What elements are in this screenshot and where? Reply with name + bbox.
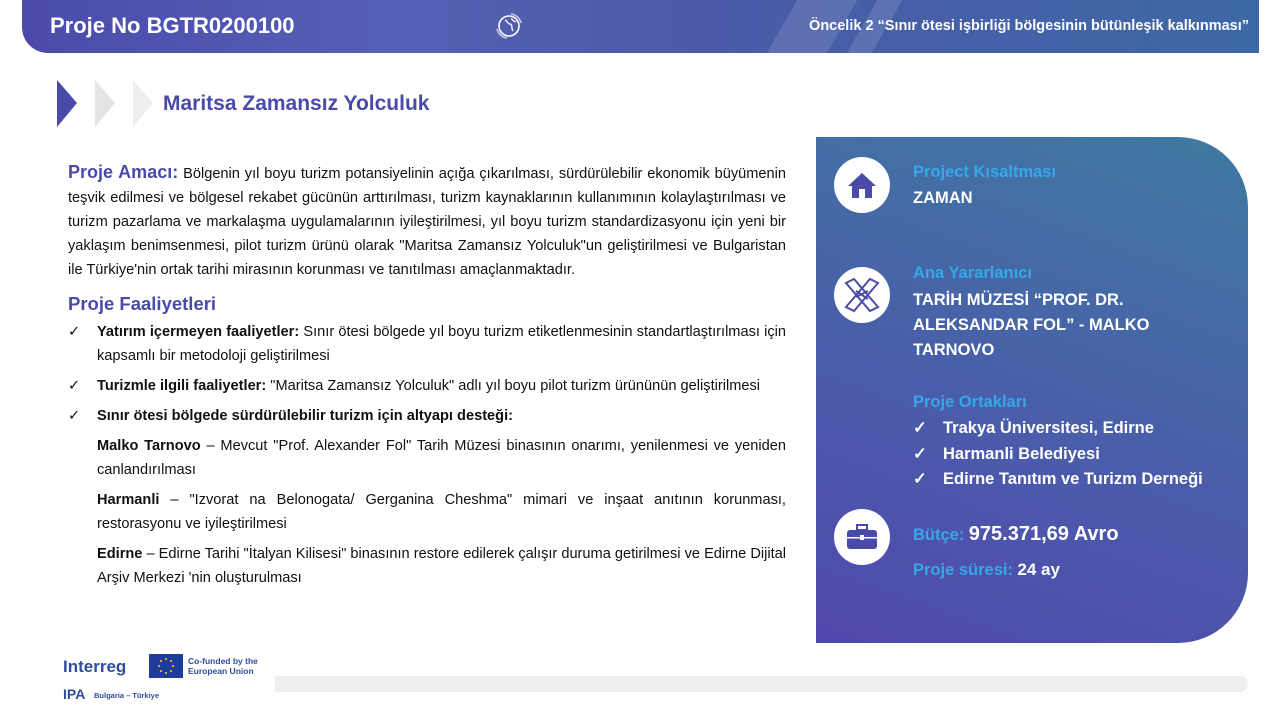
aim-text: Bölgenin yıl boyu turizm potansiyelinin açığa çıkarılması, sürdürülebilir ekonomik büyümenin teşvik edilmesi ve bölgesel rekabet gücünün arttırılması, turizm kaynaklarının kullanımının kolaylaştırılması ve turizm pazarlama ve markalaşma uygulamalarının iyileştirilmesi, yıl boyu turizm standardizasyonu için yeni bir yaklaşım benimsenmesi, pilot turizm ürünü olarak "Maritsa Zamansız Yolculuk"un geliştirilmesi ve Bulgaristan ile Türkiye'nin ortak tarihi mirasının korunması ve tanıtılması amaçlanmaktadır. [68,166,787,278]
duration-value: 24 ay [1017,560,1060,579]
budget [913,523,1119,546]
main-content [68,160,786,596]
sub-activity-text: – Mevcut "Prof. Alexander Fol" Tarih Müzesi binasının onarımı, yenilenmesi ve yeniden canlandırılması [97,438,786,478]
sub-activity [68,488,786,536]
info-panel [816,137,1248,643]
partner-item [913,416,1203,442]
partner-name: Trakya Üniversitesi, Edirne [943,419,1154,437]
duration [913,560,1060,580]
check-icon: ✓ [68,378,81,394]
aim-label: Proje Amacı: [68,162,179,182]
budget-label: Bütçe: [913,526,965,544]
chevron-icon [133,80,153,127]
partner-name: Harmanli Belediyesi [943,444,1100,463]
location: Edirne [97,546,143,562]
header-banner [22,0,1259,53]
partners-list [913,416,1203,493]
lead-beneficiary-value: TARİH MÜZESİ “PROF. DR. ALEKSANDAR FOL” - MALKO TARNOVO [913,291,1150,359]
partner-name: Edirne Tanıtım ve Turizm Derneği [943,470,1203,488]
duration-label: Proje süresi: [913,561,1013,579]
page-title: Maritsa Zamansız Yolculuk [163,92,430,115]
partnership-hands-icon [834,267,890,323]
sub-activity-text: – Edirne Tarihi "İtalyan Kilisesi" binasının restore edilerek çalışır duruma getirilmesi ve Edirne Dijital Arşiv Merkezi 'nin oluşturulması [97,546,786,586]
activities-heading: Proje Faaliyetleri [68,293,217,314]
briefcase-icon [834,509,890,565]
chevron-icon [57,80,77,127]
activity-text: Sınır ötesi bölgede yıl boyu turizm etiketlenmesinin standartlaştırılması için kapsamlı bir metodoloji geliştirilmesi [97,324,786,364]
partners-label: Proje Ortakları [913,393,1027,411]
eu-flag-icon [149,654,183,678]
sub-activity [68,542,786,590]
interreg-logo: Interreg [63,657,127,676]
check-icon: ✓ [68,324,81,340]
location: Malko Tarnovo [97,438,201,454]
partner-item [913,467,1203,493]
location: Harmanli [97,492,160,508]
short-name-label: Project Kısaltması [913,163,1057,181]
sub-activity [68,434,786,482]
activity-text: "Maritsa Zamansız Yolculuk" adlı yıl boyu pilot turizm ürününün geliştirilmesi [266,378,761,394]
sub-activity-text: – "Izvorat na Belonogata/ Gerganina Cheshma" mimari ve inşaat anıtının korunması, restorasyonu ve iyileştirilmesi [97,492,786,532]
partner-item [913,442,1203,468]
chevron-icon [95,80,115,127]
activity-item [68,320,786,368]
check-icon: ✓ [913,444,927,463]
priority-text: Öncelik 2 “Sınır ötesi işbirliği bölgesinin bütünleşik kalkınması” [809,18,1249,34]
home-icon [834,157,890,213]
activity-item [68,374,786,398]
check-icon: ✓ [68,408,81,424]
ipa-logo: IPA [63,686,86,702]
globe-icon [492,9,526,43]
region-text: Bulgaria – Türkiye [94,691,160,700]
check-icon: ✓ [913,470,927,488]
activity-item [68,404,786,428]
activity-title: Yatırım içermeyen faaliyetler: [97,324,300,340]
footer-bar [275,676,1248,692]
check-icon: ✓ [913,419,927,437]
cofunded-text: Co-funded by the European Union [188,656,258,676]
activity-title: Turizmle ilgili faaliyetler: [97,378,267,394]
short-name-value: ZAMAN [913,189,973,207]
budget-value: 975.371,69 Avro [968,523,1119,545]
project-aim [68,160,786,282]
activity-title: Sınır ötesi bölgede sürdürülebilir turizm için altyapı desteği: [97,408,513,424]
lead-beneficiary-label: Ana Yararlanıcı [913,264,1032,282]
project-number: Proje No BGTR0200100 [50,13,295,38]
